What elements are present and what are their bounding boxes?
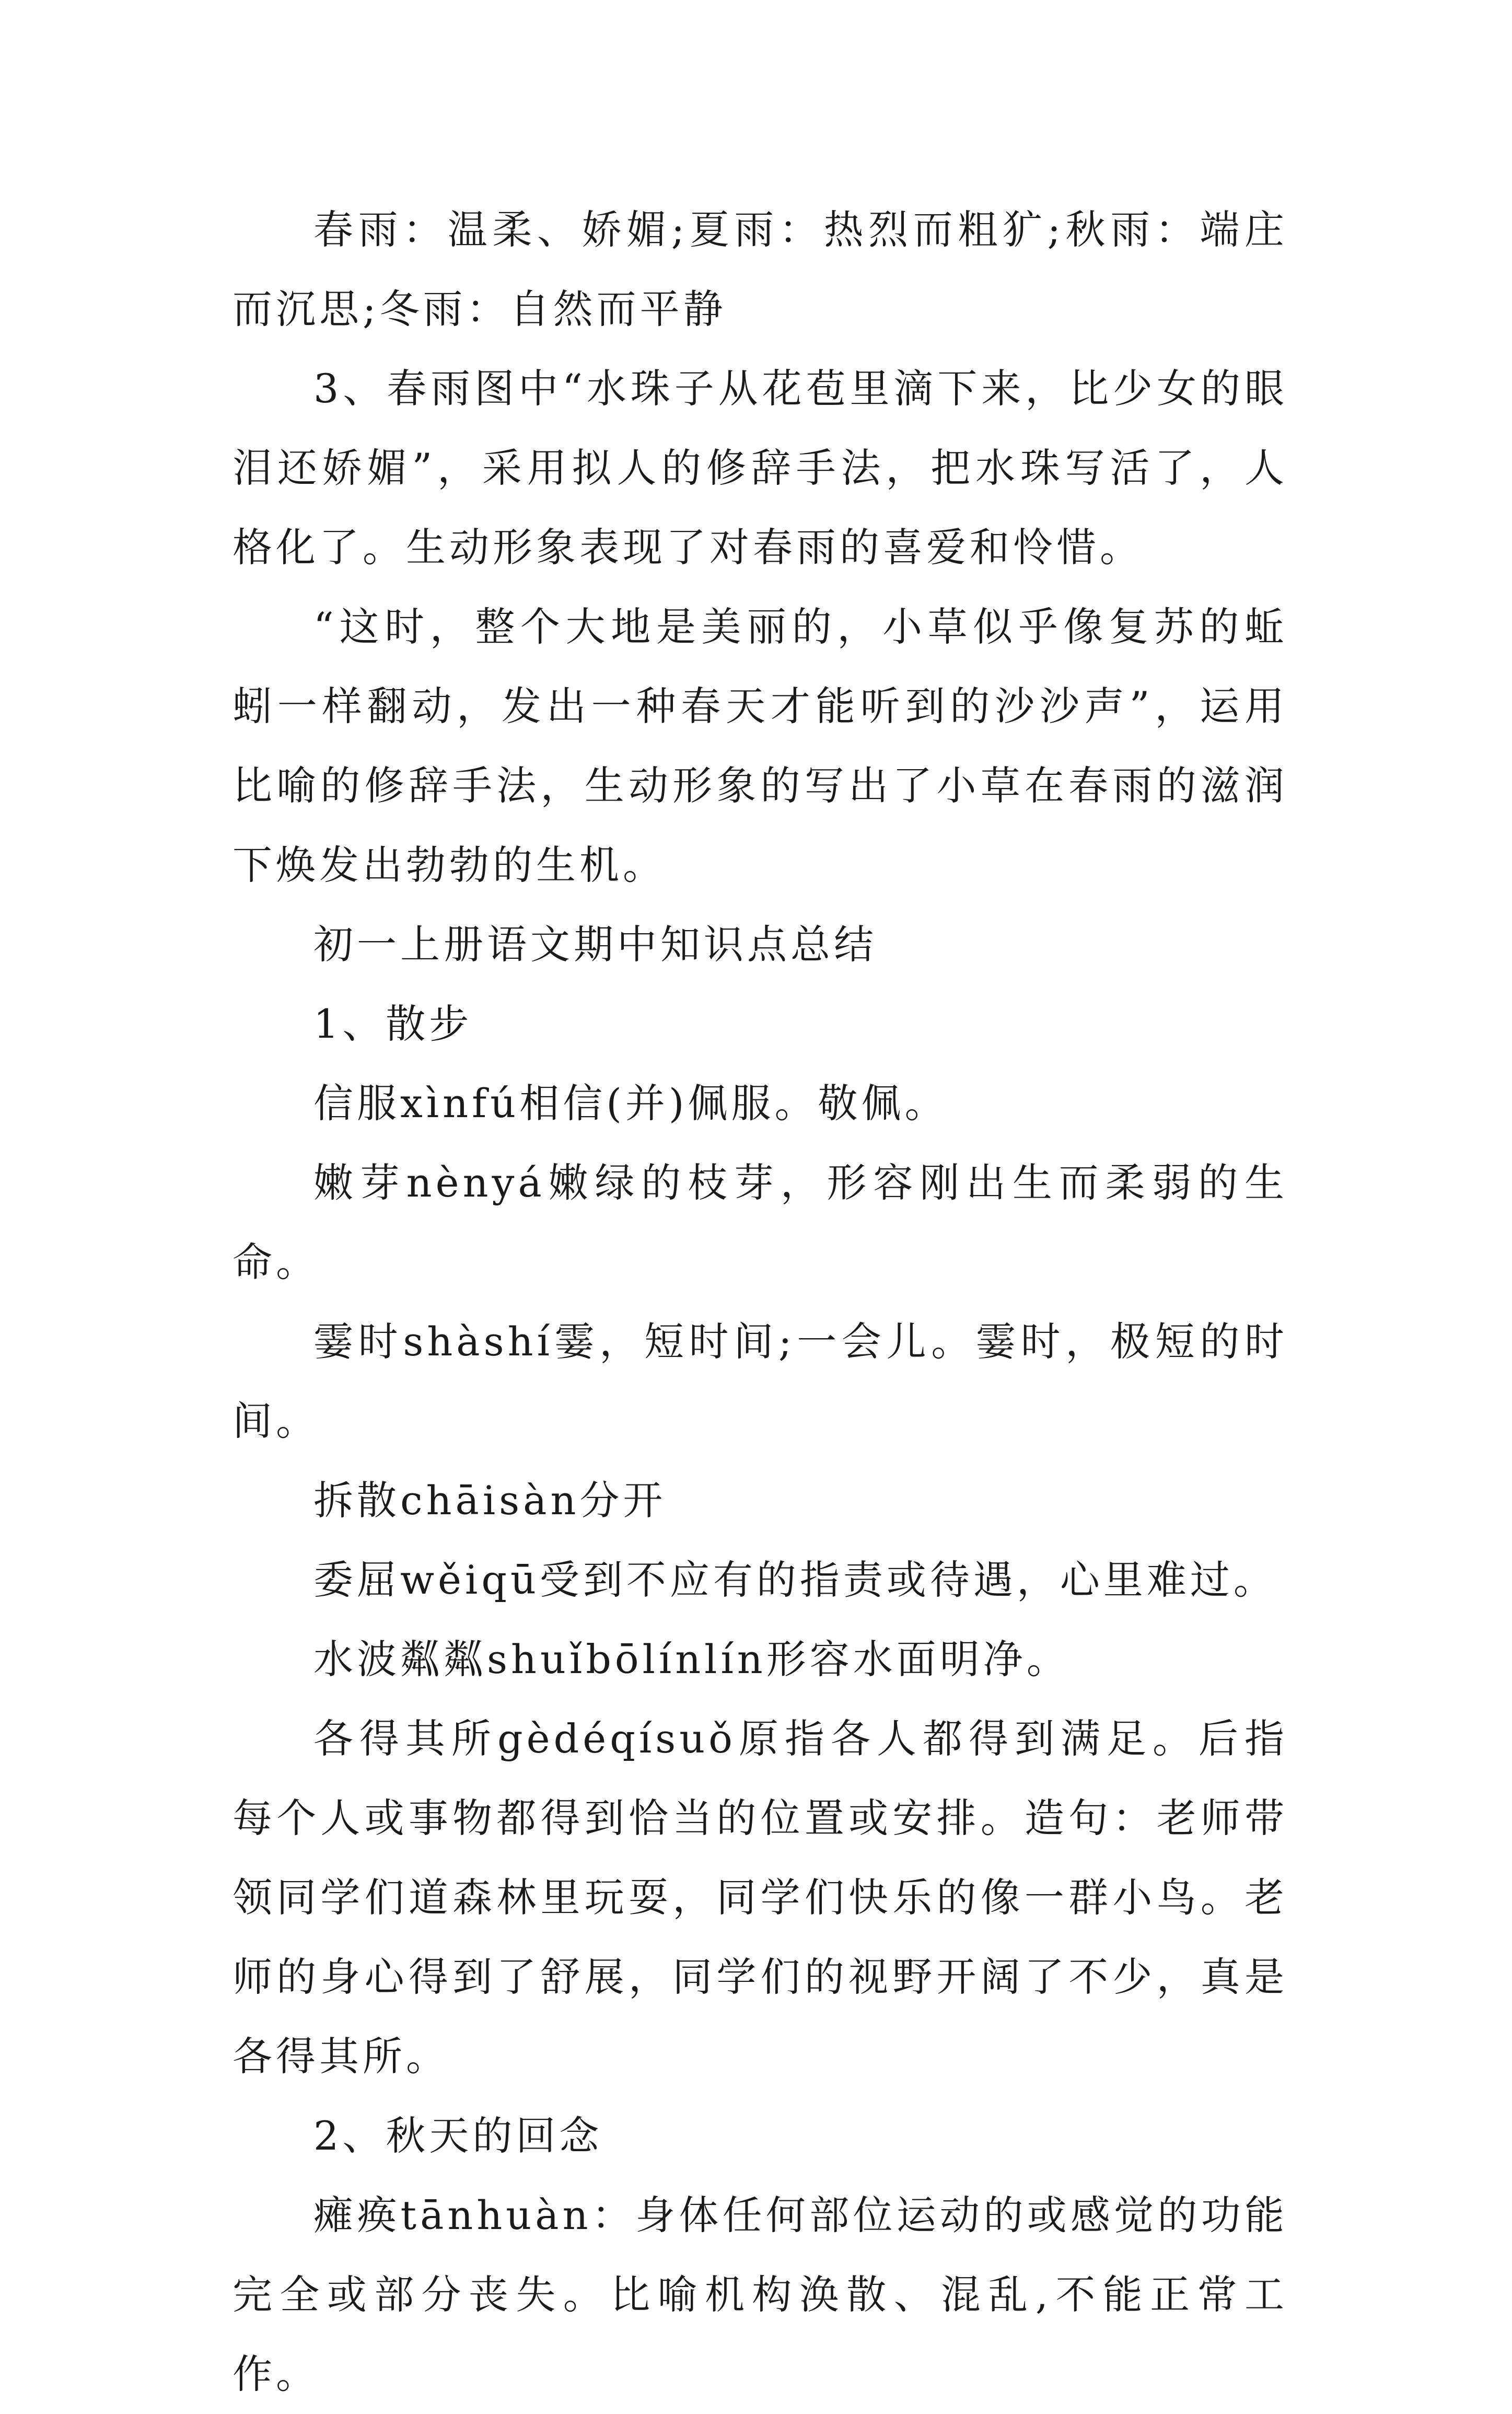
paragraph-grass-simile: “这时，整个大地是美丽的，小草似乎像复苏的蚯蚓一样翻动，发出一种春天才能听到的沙沙声”，运用比喻的修辞手法，生动形象的写出了小草在春雨的滋润下焕发出勃勃的生机。 bbox=[232, 604, 1288, 888]
vocab-item-chaisan: 拆散chāisàn分开 bbox=[313, 1477, 667, 1524]
section-heading-midterm-summary: 初一上册语文期中知识点总结 bbox=[313, 921, 877, 968]
lesson-heading-walk: 1、散步 bbox=[313, 1001, 473, 1047]
vocab-item-gedeqisuo: 各得其所gèdéqísuǒ原指各人都得到满足。后指每个人或事物都得到恰当的位置或安排。造句：老师带领同学们道森林里玩耍，同学们快乐的像一群小鸟。老师的身心得到了舒展，同学们的视野开阔了不少，真是各得其所。 bbox=[232, 1715, 1288, 2080]
paragraph-seasonal-rain-traits: 春雨：温柔、娇媚;夏雨：热烈而粗犷;秋雨：端庄而沉思;冬雨：自然而平静 bbox=[232, 206, 1288, 332]
vocab-item-xinfu: 信服xìnfú相信(并)佩服。敬佩。 bbox=[313, 1080, 948, 1127]
lesson-heading-autumn-memory: 2、秋天的回念 bbox=[313, 2113, 603, 2159]
vocab-item-nenya: 嫩芽nènyá嫩绿的枝芽，形容刚出生而柔弱的生命。 bbox=[232, 1159, 1288, 1285]
paragraph-spring-rain-personification: 3、春雨图中“水珠子从花苞里滴下来，比少女的眼泪还娇媚”，采用拟人的修辞手法，把水珠写活了，人格化了。生动形象表现了对春雨的喜爱和怜惜。 bbox=[232, 365, 1288, 571]
vocab-item-tanhuan: 瘫痪tānhuàn：身体任何部位运动的或感觉的功能完全或部分丧失。比喻机构涣散、混乱,不能正常工作。 bbox=[232, 2192, 1288, 2397]
vocab-item-shashi: 霎时shàshí霎，短时间;一会儿。霎时，极短的时间。 bbox=[232, 1318, 1288, 1444]
vocab-item-weiqu: 委屈wěiqū受到不应有的指责或待遇，心里难过。 bbox=[313, 1557, 1277, 1603]
document-body bbox=[232, 190, 1288, 2414]
vocab-item-shuibolinlin: 水波粼粼shuǐbōlínlín形容水面明净。 bbox=[313, 1636, 1070, 1682]
